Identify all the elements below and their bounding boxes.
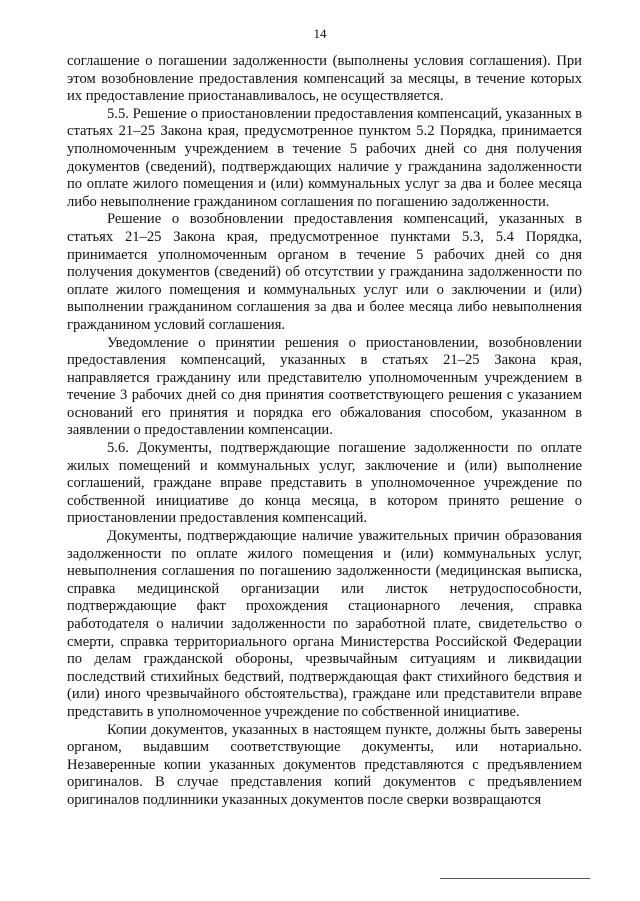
page-number: 14 — [313, 26, 327, 41]
paragraph-resumption-decision: Решение о возобновлении предоставления компенсаций, указанных в статьях 21–25 Закона края, предусмотренное пунктами 5.3, 5.4 Порядка, принимается уполномоченным органом в течение 5 рабочих дней со дня получения документов (сведений) об отсутствии у гражданина задолженности по оплате жилого помещения и коммунальных услуг или о заключении и (или) выполнении гражданином соглашения за два и более месяца либо невыполнения гражданином условий соглашения. — [67, 211, 582, 333]
paragraph-copies: Копии документов, указанных в настоящем пункте, должны быть заверены органом, выдавшим соответствующие документы, или нотариально. Незаверенные копии указанных документов представляются с предъявлением оригиналов. В случае представления копий документов с предъявлением оригиналов подлинники указанных документов после сверки возвращаются — [67, 721, 582, 808]
document-body — [67, 53, 582, 810]
paragraph-continuation: соглашение о погашении задолженности (выполнены условия соглашения). При этом возобновление предоставления компенсаций за месяцы, в течение которых их предоставление приостанавливалось, не осуществляется. — [67, 53, 582, 105]
paragraph-5-6-documents: 5.6. Документы, подтверждающие погашение задолженности по оплате жилых помещений и коммунальных услуг, заключение и (или) выполнение соглашений, граждане вправе представить в уполномоченное учреждение по собственной инициативе до конца месяца, в котором принято решение о приостановлении предоставления компенсаций. — [67, 440, 582, 527]
paragraph-5-5-suspension: 5.5. Решение о приостановлении предоставления компенсаций, указанных в статьях 21–25 Закона края, предусмотренное пунктом 5.2 Порядка, принимается уполномоченным учреждением в течение 5 рабочих дней со дня получения документов (сведений), подтверждающих наличие у гражданина задолженности по оплате жилого помещения и (или) коммунальных услуг за два и более месяца либо невыполнение гражданином соглашения по погашению задолженности. — [67, 105, 582, 210]
paragraph-notification: Уведомление о принятии решения о приостановлении, возобновлении предоставления компенсаций, указанных в статьях 21–25 Закона края, направляется гражданину или представителю уполномоченным учреждением в течение 3 рабочих дней со дня принятия соответствующего решения с указанием оснований его принятия и порядка его обжалования способом, указанном в заявлении о предоставлении компенсации. — [67, 334, 582, 439]
footer-rule — [440, 878, 590, 879]
paragraph-valid-reasons: Документы, подтверждающие наличие уважительных причин образования задолженности по оплате жилого помещения и (или) коммунальных услуг, невыполнения соглашения по погашению задолженности (медицинская выписка, справка медицинской организации или листок нетрудоспособности, подтверждающие факт прохождения стационарного лечения, справка работодателя о наличии задолженности по заработной плате, свидетельство о смерти, справка территориального органа Министерства Российской Федерации по делам гражданской обороны, чрезвычайным ситуациям и ликвидации последствий стихийных бедствий, подтверждающая факт стихийного бедствия и (или) иного чрезвычайного обстоятельства), граждане или представители вправе представить в уполномоченное учреждение по собственной инициативе. — [67, 528, 582, 720]
